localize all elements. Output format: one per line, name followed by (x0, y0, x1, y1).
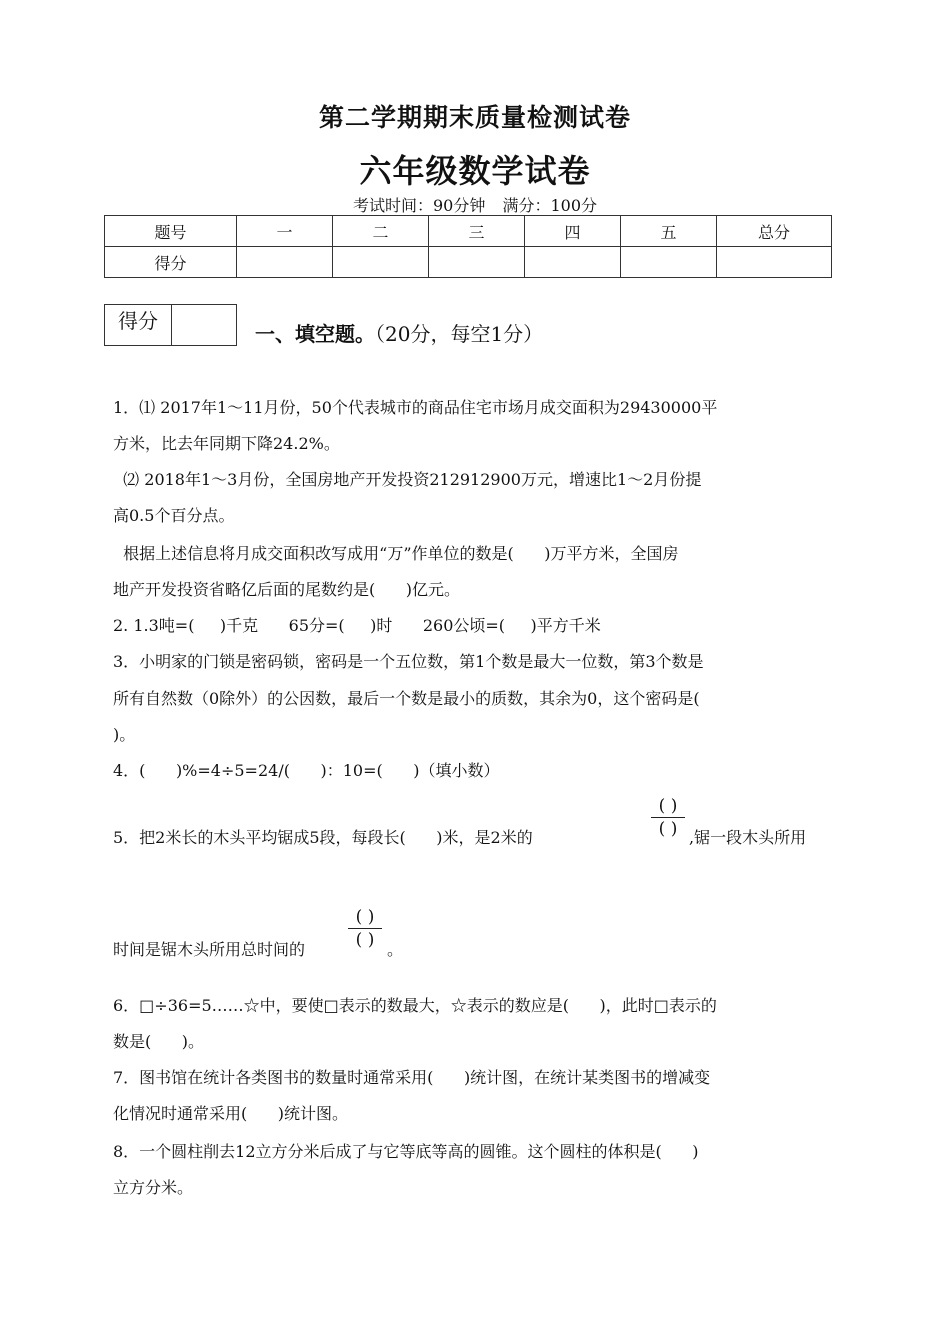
score-row-label: 得分 (105, 247, 237, 278)
q2: 2. 1.3吨=( )千克 65分=( )时 260公顷=( )平方千米 (113, 616, 601, 635)
score-table (104, 215, 832, 278)
q7-line-2: 化情况时通常采用( )统计图。 (113, 1104, 349, 1123)
q5-fraction-1 (648, 797, 688, 838)
q8-line-1: 8．一个圆柱削去12立方分米后成了与它等底等高的圆锥。这个圆柱的体积是( ) (113, 1142, 699, 1161)
score-table-header-row (105, 216, 832, 247)
q1-line-1: 1．⑴ 2017年1～11月份，50个代表城市的商品住宅市场月成交面积为29430000平 (113, 398, 718, 417)
score-cell (237, 247, 333, 278)
q6-line-2: 数是( )。 (113, 1032, 205, 1051)
q1-line-2: 方米，比去年同期下降24.2%。 (113, 434, 340, 453)
score-cell (429, 247, 525, 278)
q1-line-5: 根据上述信息将月成交面积改写成用“万”作单位的数是( )万平方米，全国房 (113, 544, 679, 563)
q1-line-6: 地产开发投资省略亿后面的尾数约是( )亿元。 (113, 580, 461, 599)
score-cell (333, 247, 429, 278)
score-table-score-row (105, 247, 832, 278)
section-heading (255, 318, 543, 347)
subject-title: 六年级数学试卷 (359, 152, 591, 190)
q4: 4．( )%=4÷5=24/( )：10=( )（填小数） (113, 761, 500, 780)
exam-info (0, 193, 950, 216)
header-cell: 总分 (717, 216, 832, 247)
score-cell (621, 247, 717, 278)
section-heading-note: （20分，每空1分） (375, 322, 544, 346)
q1-line-4: 高0.5个百分点。 (113, 506, 235, 525)
exam-title: 第二学期期末质量检测试卷 (318, 103, 631, 132)
score-cell (717, 247, 832, 278)
full-score: 满分：100分 (502, 196, 597, 215)
header-cell: 三 (429, 216, 525, 247)
header-cell: 五 (621, 216, 717, 247)
section-score-label: 得分 (105, 305, 172, 345)
q6-line-1: 6．□÷36=5……☆中，要使□表示的数最大，☆表示的数应是( )，此时□表示的 (113, 996, 717, 1015)
header-cell: 四 (525, 216, 621, 247)
q5-part-1: 5．把2米长的木头平均锯成5段，每段长( )米，是2米的 (113, 828, 533, 847)
fraction-denominator: ( ) (355, 930, 375, 950)
header-cell: 题号 (105, 216, 237, 247)
section-score-box (104, 304, 237, 346)
exam-time: 考试时间：90分钟 (352, 196, 486, 215)
q3-line-1: 3．小明家的门锁是密码锁，密码是一个五位数，第1个数是最大一位数，第3个数是 (113, 652, 704, 671)
q5-part-4: 。 (387, 940, 404, 959)
fraction-bar (651, 817, 685, 818)
fraction-bar (348, 928, 382, 929)
fraction-numerator: ( ) (658, 796, 678, 816)
fraction-denominator: ( ) (658, 819, 678, 839)
header-cell: 一 (237, 216, 333, 247)
q3-line-3: )。 (113, 725, 136, 744)
q5-part-3: 时间是锯木头所用总时间的 (113, 940, 306, 959)
header-cell: 二 (333, 216, 429, 247)
fraction-numerator: ( ) (355, 907, 375, 927)
q3-line-2: 所有自然数（0除外）的公因数，最后一个数是最小的质数，其余为0，这个密码是( (113, 689, 700, 708)
q7-line-1: 7．图书馆在统计各类图书的数量时通常采用( )统计图，在统计某类图书的增减变 (113, 1068, 711, 1087)
q5-fraction-2 (345, 908, 385, 949)
q8-line-2: 立方分米。 (113, 1178, 194, 1197)
q5-part-2: ,锯一段木头所用 (689, 828, 807, 847)
score-cell (525, 247, 621, 278)
q1-line-3: ⑵ 2018年1～3月份，全国房地产开发投资212912900万元，增速比1～2月份提 (113, 470, 702, 489)
section-heading-title: 一、填空题。 (255, 322, 375, 346)
